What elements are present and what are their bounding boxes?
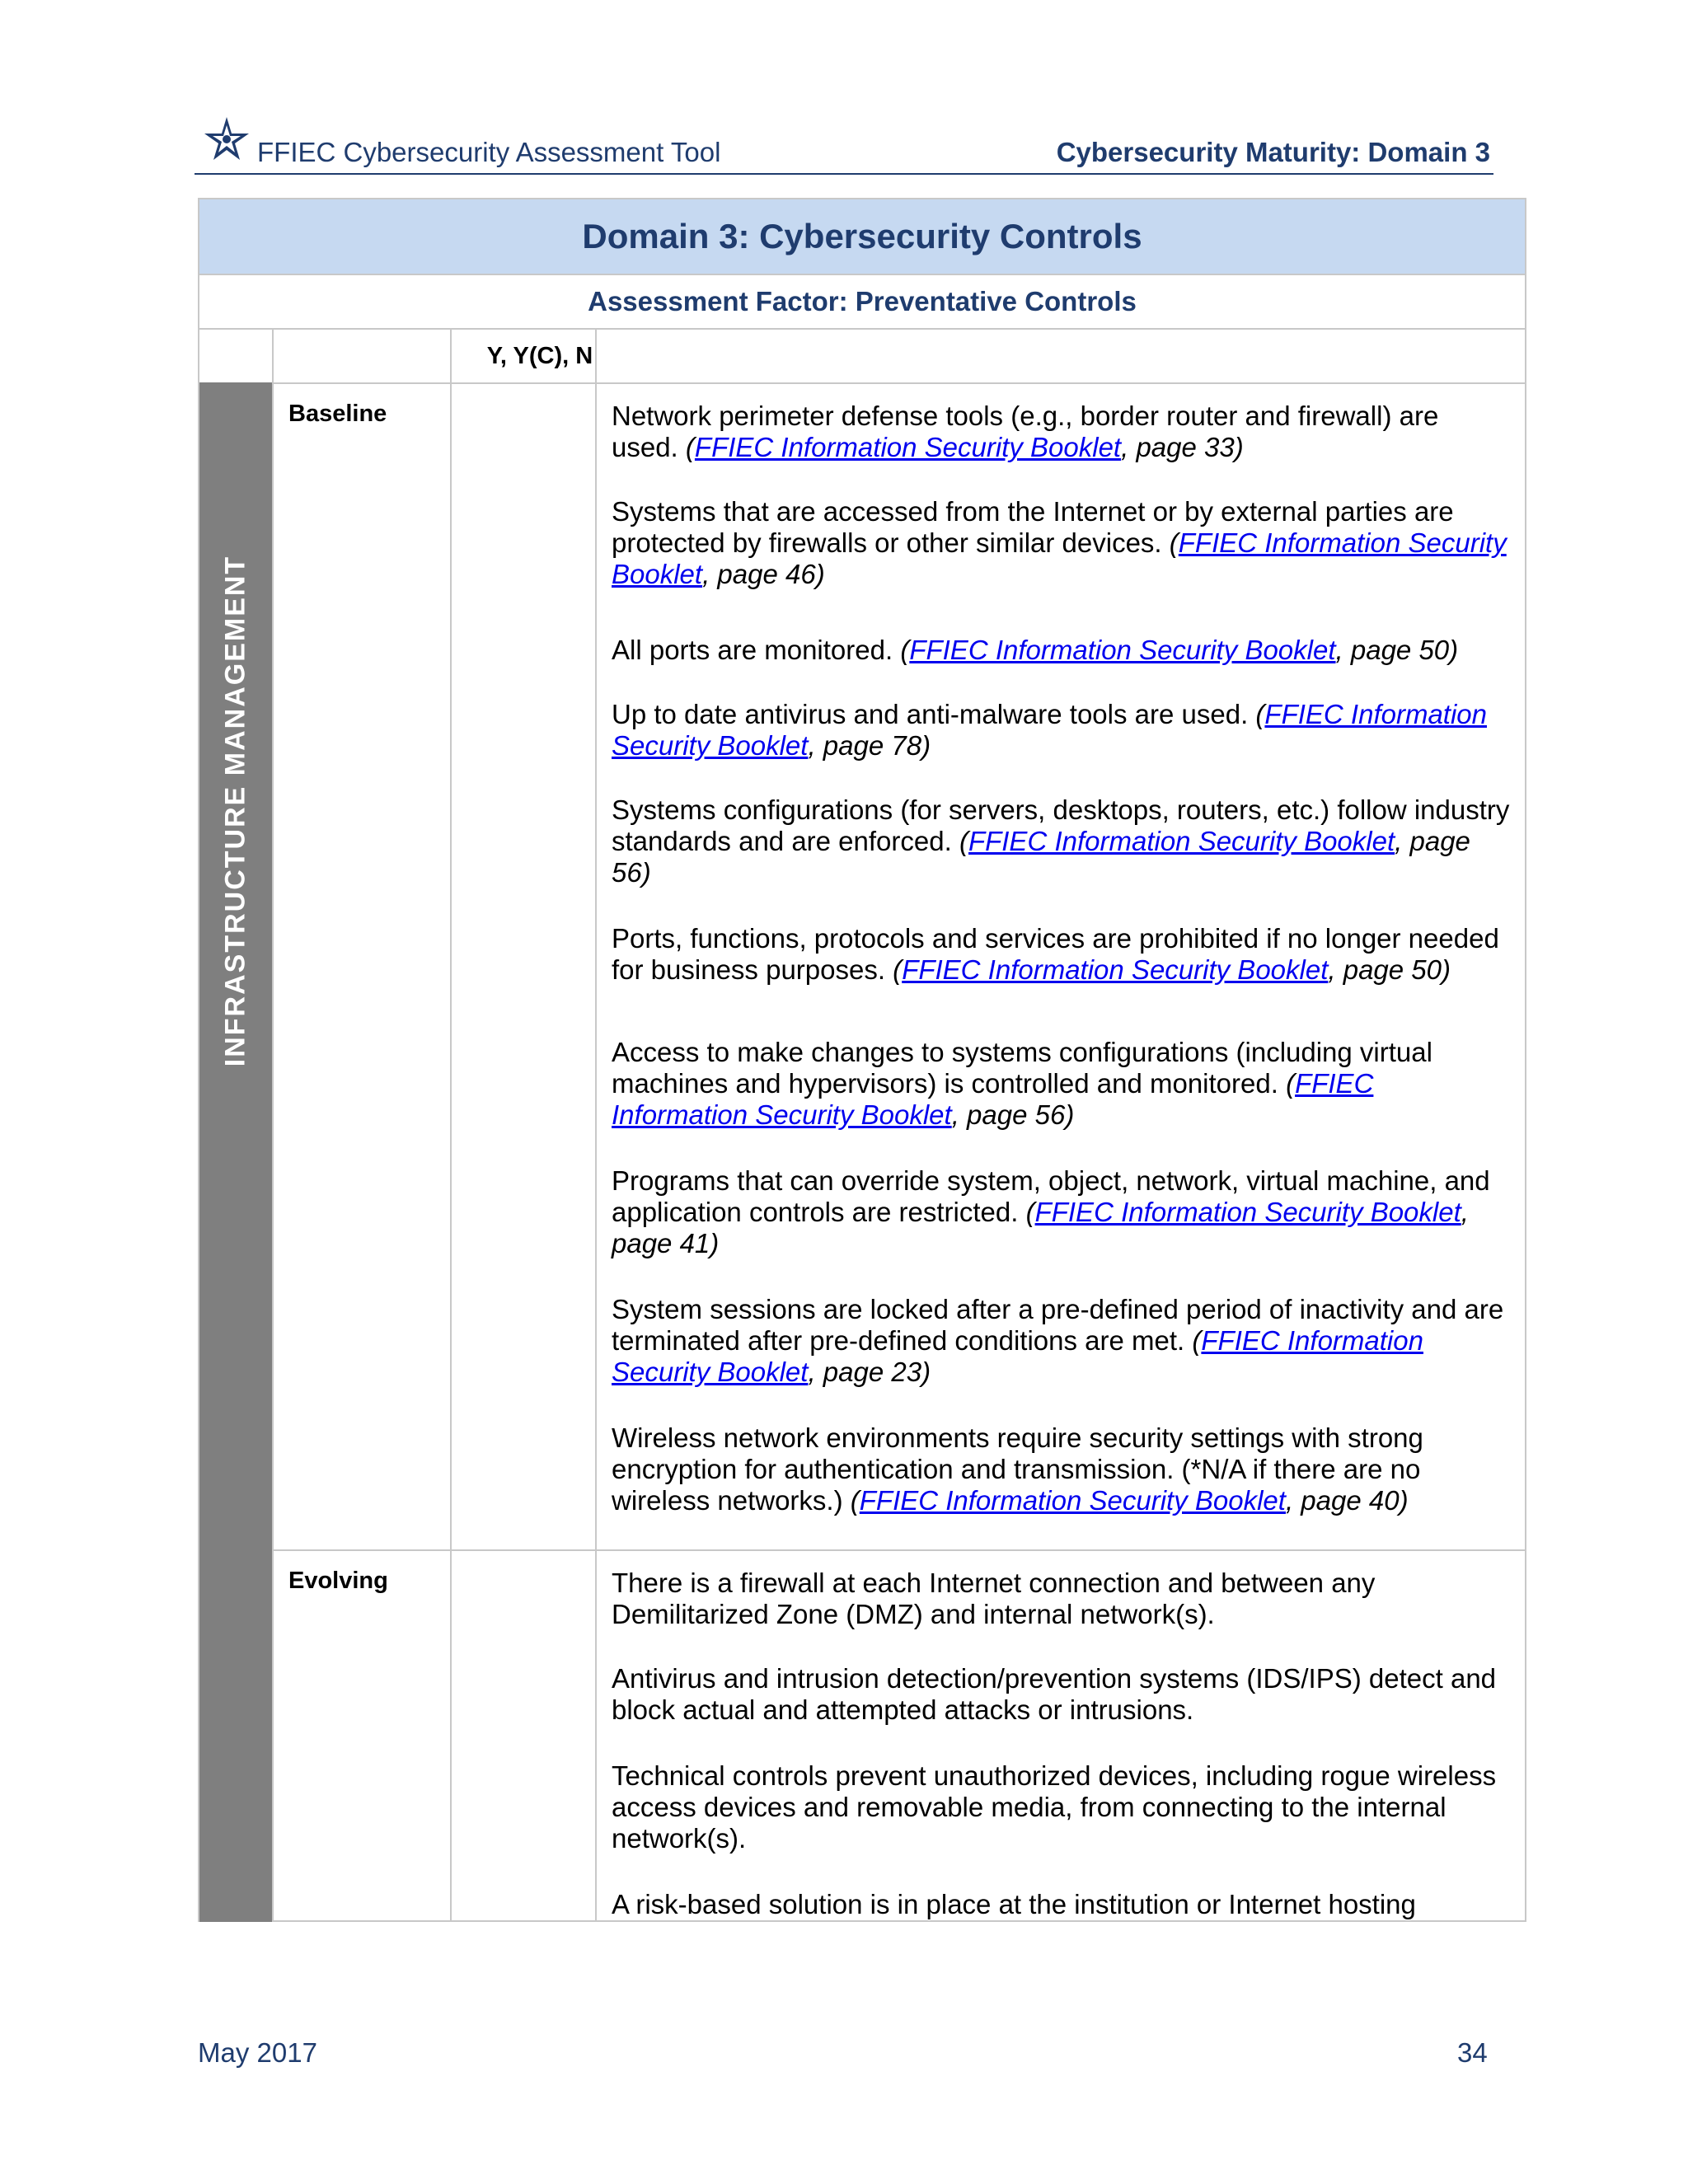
column-divider [450, 330, 452, 1922]
booklet-link[interactable]: FFIEC Information Security Booklet [859, 1485, 1286, 1516]
booklet-link[interactable]: FFIEC Information Security Booklet [694, 432, 1122, 462]
statement-item: A risk-based solution is in place at the institution or Internet hosting [612, 1889, 1416, 1919]
booklet-link[interactable]: FFIEC Information Security Booklet [612, 1325, 1423, 1387]
assessment-factor: Assessment Factor: Preventative Controls [199, 275, 1525, 330]
page-number: 34 [1457, 2037, 1488, 2068]
column-divider [272, 330, 274, 1922]
booklet-link[interactable]: FFIEC Information Security Booklet [612, 527, 1507, 589]
statement-item: Ports, functions, protocols and services are prohibited if no longer needed for business purposes. (FFIEC Information Security Booklet, page 50) [612, 923, 1499, 985]
statement-item: Wireless network environments require security settings with strong encryption for authentication and transmission. (*N/A if there are no wireless networks.) (FFIEC Information Security Booklet, page 40) [612, 1422, 1423, 1516]
statement-item: Systems that are accessed from the Internet or by external parties are protected by firewalls or other similar devices. (FFIEC Information Security Booklet, page 46) [612, 496, 1507, 589]
domain-title: Domain 3: Cybersecurity Controls [199, 199, 1525, 275]
page-header [195, 114, 1493, 175]
statement-item: Programs that can override system, object, network, virtual machine, and application controls are restricted. (FFIEC Information Security Booklet, page 41) [612, 1165, 1490, 1258]
statement-item: System sessions are locked after a pre-defined period of inactivity and are terminated after pre-defined conditions are met. (FFIEC Information Security Booklet, page 23) [612, 1294, 1504, 1387]
booklet-link[interactable]: FFIEC Information Security Booklet [909, 635, 1336, 665]
component-band [199, 382, 272, 1922]
tool-name: FFIEC Cybersecurity Assessment Tool [257, 137, 721, 167]
statement-item: Up to date antivirus and anti-malware tools are used. (FFIEC Information Security Booklet, page 78) [612, 699, 1487, 761]
statement-item: Technical controls prevent unauthorized devices, including rogue wireless access devices and removable media, from connecting to the internal network(s). [612, 1760, 1497, 1854]
column-divider [595, 330, 597, 1922]
controls-table [198, 198, 1526, 1922]
component-label: INFRASTRUCTURE MANAGEMENT [219, 555, 251, 1067]
ffiec-star-logo-icon [201, 114, 252, 170]
statement-item: All ports are monitored. (FFIEC Information Security Booklet, page 50) [612, 635, 1459, 665]
booklet-link[interactable]: FFIEC Information Security Booklet [612, 699, 1487, 761]
statement-item: Antivirus and intrusion detection/prevention systems (IDS/IPS) detect and block actual and attempted attacks or intrusions. [612, 1663, 1497, 1725]
booklet-link[interactable]: FFIEC Information Security Booklet [612, 1068, 1374, 1130]
statement-item: Systems configurations (for servers, desktops, routers, etc.) follow industry standards and are enforced. (FFIEC Information Security Booklet, page 56) [612, 794, 1510, 888]
statement-item: There is a firewall at each Internet connection and between any Demilitarized Zone (DMZ) and internal network(s). [612, 1568, 1376, 1629]
statement-item: Network perimeter defense tools (e.g., border router and firewall) are used. (FFIEC Information Security Booklet, page 33) [612, 401, 1439, 462]
evolving-label: Evolving [288, 1568, 388, 1594]
statement-item: Access to make changes to systems configurations (including virtual machines and hypervisors) is controlled and monitored. (FFIEC Information Security Booklet, page 56) [612, 1037, 1432, 1130]
level-divider [272, 1549, 1526, 1551]
booklet-link[interactable]: FFIEC Information Security Booklet [1034, 1197, 1461, 1227]
header-row-divider [199, 382, 1526, 384]
booklet-link[interactable]: FFIEC Information Security Booklet [902, 954, 1329, 985]
baseline-label: Baseline [288, 401, 387, 427]
footer-date: May 2017 [198, 2037, 317, 2068]
section-title: Cybersecurity Maturity: Domain 3 [1056, 137, 1490, 167]
answer-column-header: Y, Y(C), N [486, 343, 593, 369]
booklet-link[interactable]: FFIEC Information Security Booklet [968, 826, 1395, 856]
